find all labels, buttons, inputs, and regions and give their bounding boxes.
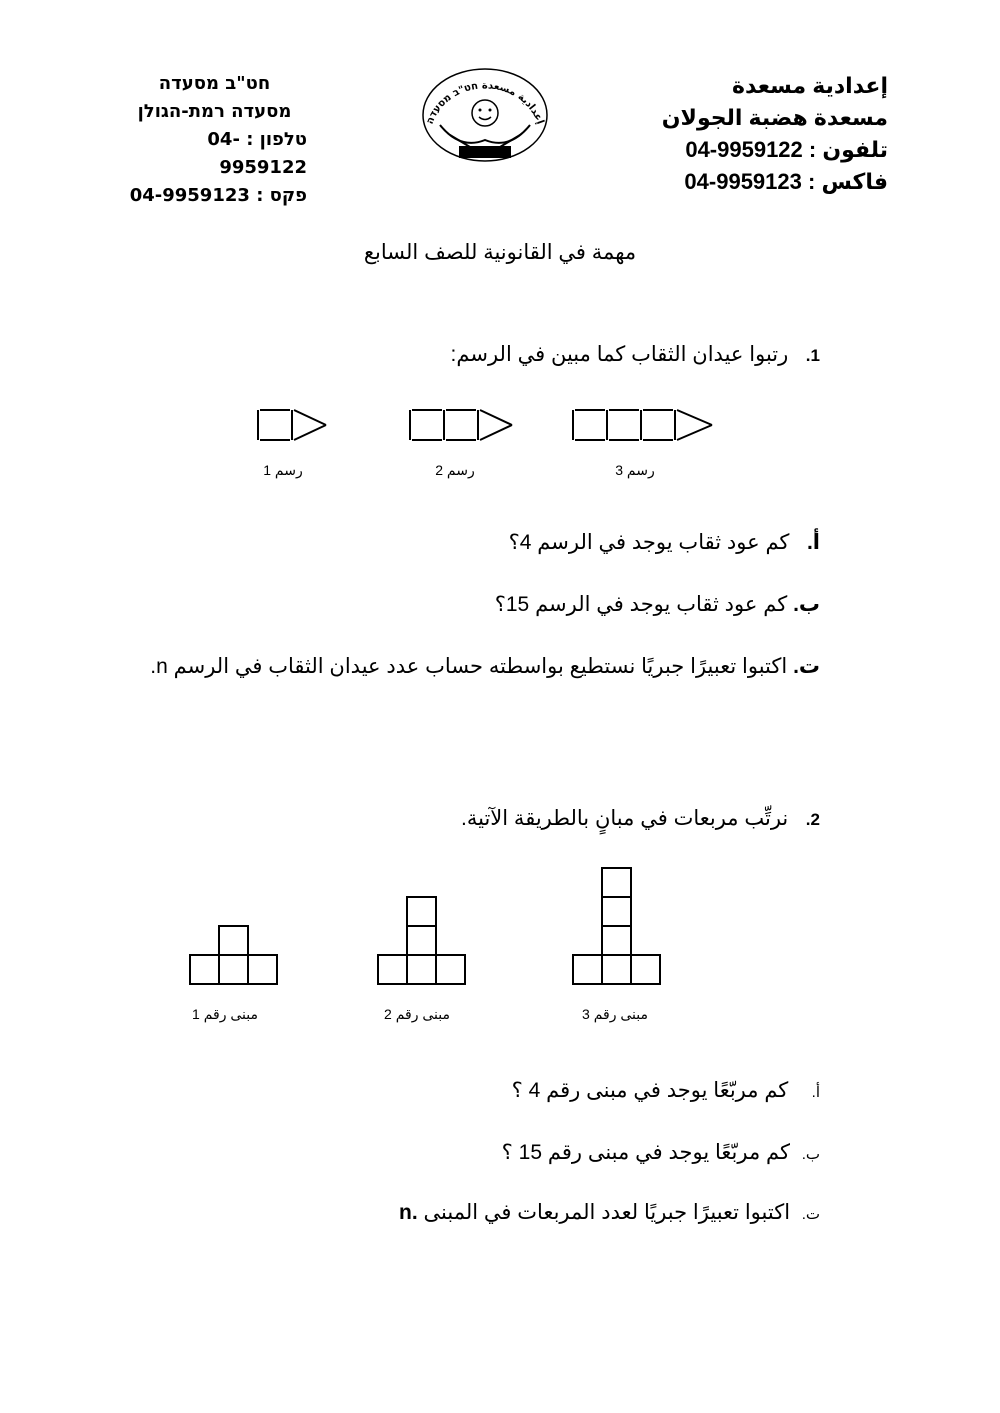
hebrew-fax: 04-9959123 bbox=[129, 185, 250, 206]
q1-caption-3: رسم 3 bbox=[615, 462, 655, 478]
matchstick-figure-3 bbox=[573, 410, 712, 440]
square-buildings bbox=[185, 865, 675, 990]
arabic-phone: 04-9959122 bbox=[685, 137, 803, 162]
matchstick-figure-2 bbox=[410, 410, 512, 440]
arabic-phone-row bbox=[662, 134, 888, 166]
q2-sub-c-text: اكتبوا تعبيرًا جبريًا لعدد المربعات في المبنى bbox=[423, 1201, 791, 1224]
q1-caption-1: رسم 1 bbox=[263, 462, 303, 478]
matchstick-figure-1 bbox=[258, 410, 326, 440]
arabic-fax: 04-9959123 bbox=[684, 169, 802, 194]
q2-sub-c-label: ت. bbox=[801, 1206, 820, 1223]
hebrew-header bbox=[122, 70, 307, 210]
hebrew-fax-row bbox=[122, 182, 307, 210]
building-1 bbox=[190, 926, 277, 984]
page-title: مهمة في القانونية للصف السابع bbox=[363, 241, 637, 264]
q1-sub-b-label: ب. bbox=[793, 593, 820, 616]
q2-sub-b-text: كم مربّعًا يوجد في مبنى رقم 15 ؟ bbox=[501, 1141, 791, 1164]
q1-text: رتبوا عيدان الثقاب كما مبين في الرسم: bbox=[450, 343, 789, 366]
building-2 bbox=[378, 897, 465, 984]
arabic-school-name: إعدادية مسعدة bbox=[732, 73, 888, 98]
q2-caption-3: مبنى رقم 3 bbox=[582, 1006, 648, 1022]
q2-prompt bbox=[461, 806, 820, 831]
matchstick-figures bbox=[250, 405, 730, 450]
q2-sub-b bbox=[502, 1140, 820, 1165]
arabic-header bbox=[662, 70, 888, 198]
building-3 bbox=[573, 868, 660, 984]
q1-sub-b-text: كم عود ثقاب يوجد في الرسم 15؟ bbox=[494, 593, 788, 616]
hebrew-school-name: חט"ב מסעדה bbox=[158, 73, 271, 94]
arabic-fax-row bbox=[662, 166, 888, 198]
q1-sub-c-label: ت. bbox=[793, 655, 820, 678]
q2-sub-b-label: ب. bbox=[801, 1146, 820, 1163]
logo-ring-text: إعدادية مسعدة חט"ב מסעדה bbox=[424, 80, 546, 126]
q2-sub-a bbox=[512, 1078, 820, 1103]
q1-sub-a-label: أ. bbox=[806, 531, 820, 554]
school-logo bbox=[410, 55, 560, 175]
q2-text: نرتِّب مربعات في مبانٍ بالطريقة الآتية. bbox=[461, 807, 789, 830]
q2-sub-c bbox=[399, 1200, 820, 1225]
q2-caption-1: مبنى رقم 1 bbox=[192, 1006, 258, 1022]
q1-sub-c bbox=[150, 654, 820, 679]
q1-sub-a bbox=[509, 530, 820, 555]
q1-sub-b bbox=[495, 592, 820, 617]
q1-sub-c-text: اكتبوا تعبيرًا جبريًا نستطيع بواسطته حساب عدد عيدان الثقاب في الرسم n. bbox=[150, 655, 788, 678]
hebrew-phone-label: טלפון : bbox=[246, 129, 307, 150]
q2-sub-a-label: أ. bbox=[811, 1084, 820, 1101]
q2-sub-c-var: n. bbox=[399, 1201, 418, 1224]
arabic-phone-label: تلفون : bbox=[808, 137, 888, 162]
hebrew-fax-label: פקס : bbox=[256, 185, 307, 206]
q2-caption-2: مبنى رقم 2 bbox=[384, 1006, 450, 1022]
q1-caption-2: رسم 2 bbox=[435, 462, 475, 478]
hebrew-phone-row bbox=[122, 126, 307, 182]
q2-sub-a-text: كم مربّعًا يوجد في مبنى رقم 4 ؟ bbox=[511, 1079, 789, 1102]
arabic-fax-label: فاكس : bbox=[808, 169, 888, 194]
q2-number: 2. bbox=[805, 810, 820, 829]
q1-prompt bbox=[451, 342, 820, 367]
q1-number: 1. bbox=[805, 346, 820, 365]
hebrew-location: מסעדה רמת-הגולן bbox=[137, 101, 292, 122]
hebrew-phone: 04-9959122 bbox=[207, 129, 307, 178]
arabic-location: مسعدة هضبة الجولان bbox=[661, 105, 888, 130]
q1-sub-a-text: كم عود ثقاب يوجد في الرسم 4؟ bbox=[508, 531, 790, 554]
school-logo-icon bbox=[410, 55, 560, 170]
